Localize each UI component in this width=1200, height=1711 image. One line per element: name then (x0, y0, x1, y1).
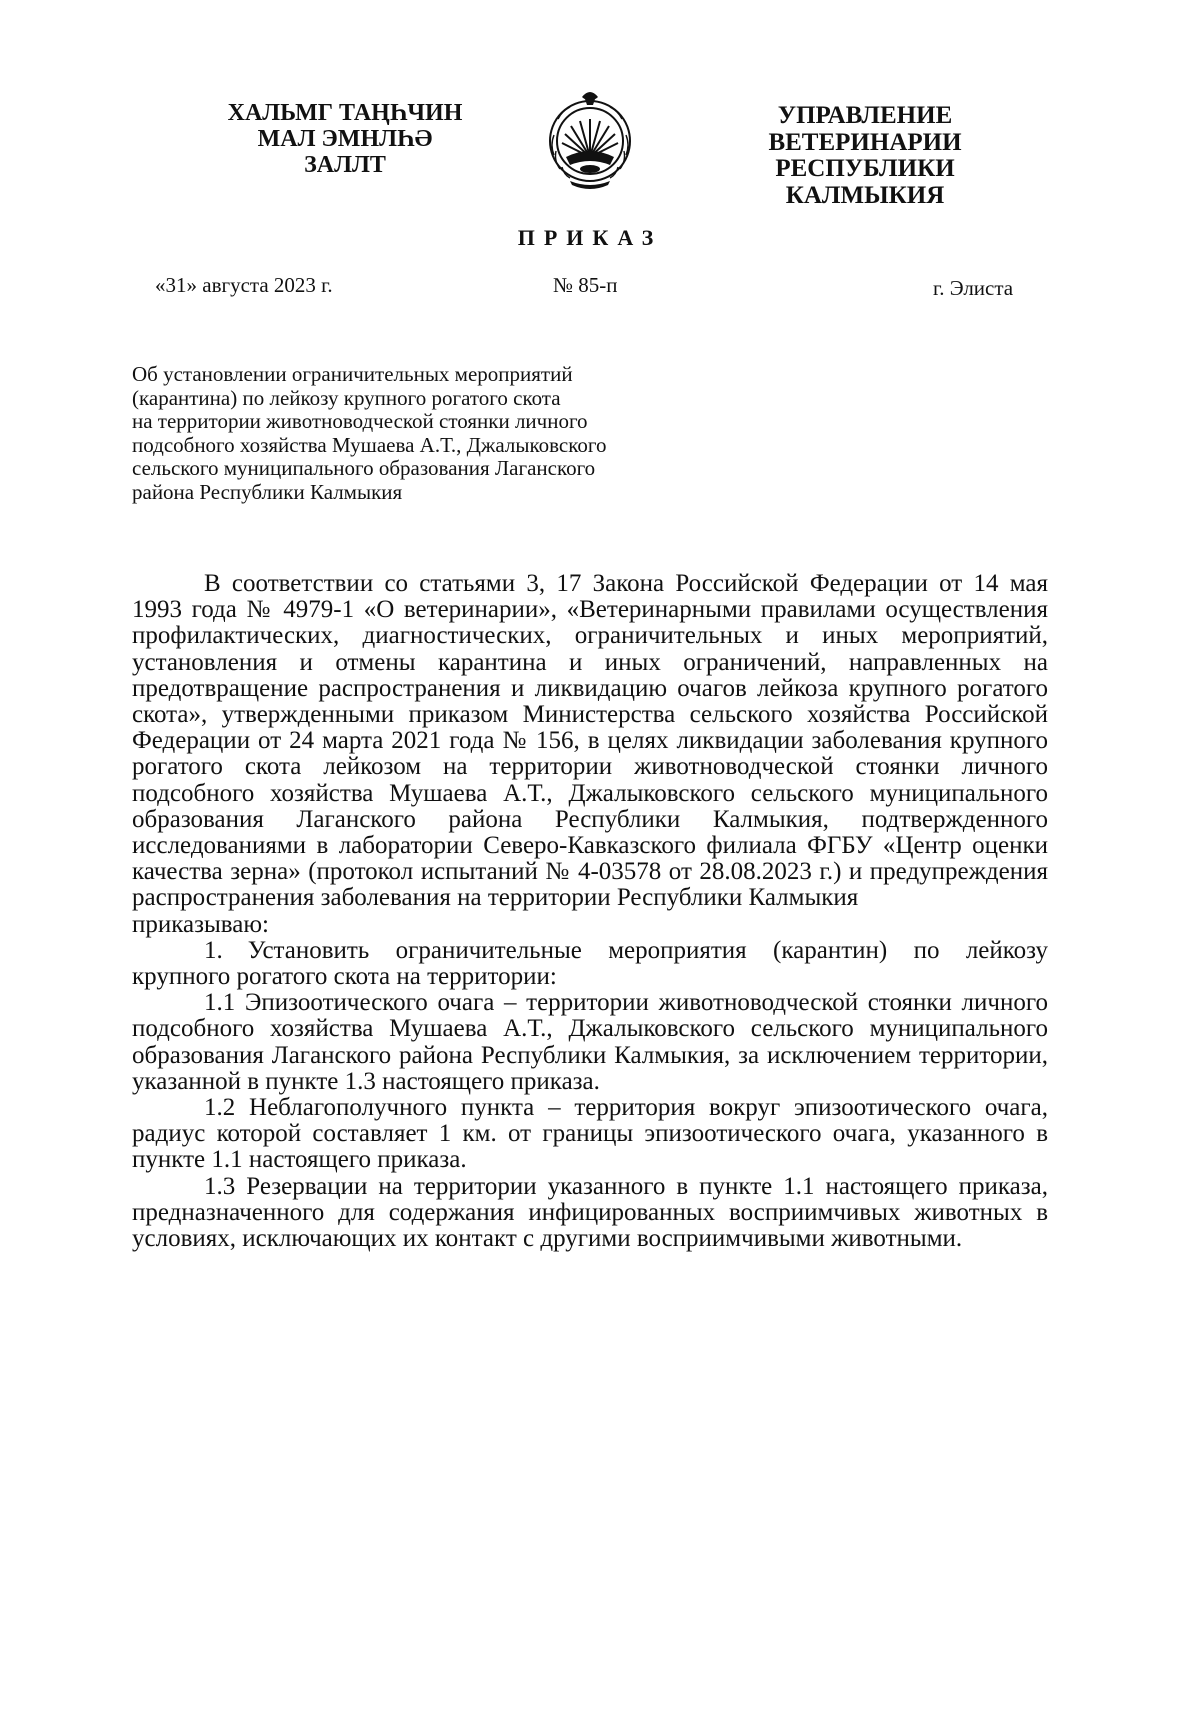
body-item-1: 1. Установить ограничительные мероприятия (карантин) по лейкозу крупного рогатого скота на территории: (132, 936, 1048, 991)
republic-of-kalmykia-emblem-icon (540, 85, 640, 193)
header-kalmyk-title: ХАЛЬМГ ТАҢҺЧИН МАЛ ЭМНЛҺӘ ЗАЛЛТ (227, 100, 463, 178)
order-body (132, 571, 1048, 1252)
order-subject: Об установлении ограничительных мероприятий (карантина) по лейкозу крупного рогатого скота на территории животноводческой стоянки личного подсобного хозяйства Мушаева А.Т., Джалыковского сельского муниципального образования Лаганского района Республики Калмыкия (132, 362, 607, 504)
header-russian-title: УПРАВЛЕНИЕ ВЕТЕРИНАРИИ РЕСПУБЛИКИ КАЛМЫКИЯ (768, 102, 962, 209)
order-number: № 85-п (553, 273, 618, 297)
body-item-1-1: 1.1 Эпизоотического очага – территории животноводческой стоянки личного подсобного хозяйства Мушаева А.Т., Джалыковского сельского муниципального образования Лаганского района Республики Калмыкия, за исключением территории, указанной в пункте 1.3 настоящего приказа. (132, 989, 1048, 1095)
body-item-1-3: 1.3 Резервации на территории указанного в пункте 1.1 настоящего приказа, предназначенного для содержания инфицированных восприимчивых животных в условиях, исключающих их контакт с другими восприимчивыми животными. (132, 1172, 1048, 1253)
order-city: г. Элиста (933, 276, 1014, 300)
order-date: «31» августа 2023 г. (155, 273, 333, 297)
order-title: ПРИКАЗ (517, 225, 663, 250)
body-command: приказываю: (132, 910, 269, 938)
body-item-1-2: 1.2 Неблагополучного пункта – территория вокруг эпизоотического очага, радиус которой составляет 1 км. от границы эпизоотического очага, указанного в пункте 1.1 настоящего приказа. (132, 1094, 1048, 1174)
body-preamble: В соответствии со статьями 3, 17 Закона Российской Федерации от 14 мая 1993 года № 4979-1 «О ветеринарии», «Ветеринарными правилами осуществления профилактических, диагностических, ограничительных и иных мероприятий, установления и отмены карантина и иных ограничений, направленных на предотвращение распространения и ликвидацию очагов лейкоза крупного рогатого скота», утвержденными приказом Министерства сельского хозяйства Российской Федерации от 24 марта 2021 года № 156, в целях ликвидации заболевания крупного рогатого скота лейкозом на территории животноводческой стоянки личного подсобного хозяйства Мушаева А.Т., Джалыковского сельского муниципального образования Лаганского района Республики Калмыкия, подтвержденного исследованиями в лаборатории Северо-Кавказского филиала ФГБУ «Центр оценки качества зерна» (протокол испытаний № 4-03578 от 28.08.2023 г.) и предупреждения распространения заболевания на территории Республики Калмыкия (132, 570, 1048, 912)
